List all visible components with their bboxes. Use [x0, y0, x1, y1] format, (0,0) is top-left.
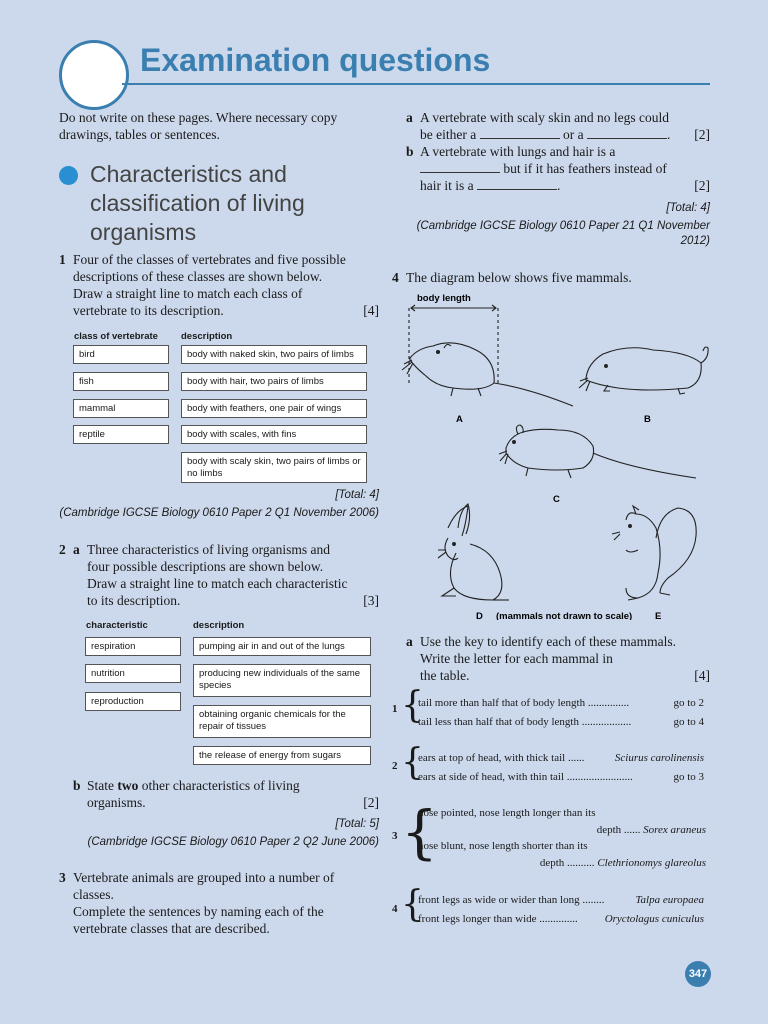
- header-rule: [122, 83, 710, 85]
- q2a-text: Three characteristics of living organisms and four possible descriptions are shown below. Draw a straight line to match each characteristic to its description. [3]: [87, 542, 379, 608]
- description-box: producing new individuals of the same species: [193, 664, 371, 697]
- mark: [3]: [363, 593, 379, 608]
- total-marks: [Total: 5]: [335, 818, 379, 830]
- column-header: characteristic: [86, 620, 148, 631]
- total-marks: [Total: 4]: [335, 489, 379, 501]
- q1-text: Four of the classes of vertebrates and five possible descriptions of these classes are shown below. Draw a straight line to match each class of vertebrate to its description. [4]: [73, 252, 379, 318]
- key-step: ears at top of head, with thick tail ...... Sciurus carolinensis ears at side of head, with thin tail ........................ go to 3: [418, 752, 704, 783]
- q3-text: Vertebrate animals are grouped into a number of classes. Complete the sentences by naming each of the vertebrate classes that are described.: [73, 870, 335, 936]
- key-step: tail more than half that of body length ............... go to 2 tail less than half that of body length .................. go to 4: [418, 697, 704, 728]
- class-box: fish: [73, 372, 169, 391]
- class-box: bird: [73, 345, 169, 364]
- characteristic-box: nutrition: [85, 664, 181, 683]
- q4-intro: The diagram below shows five mammals.: [406, 270, 632, 285]
- mark: [4]: [363, 303, 379, 318]
- mark: [2]: [694, 127, 710, 142]
- brace-icon: {: [401, 685, 424, 726]
- rat-c-drawing: [499, 425, 696, 478]
- description-box: the release of energy from sugars: [193, 746, 371, 765]
- brace-icon: {: [401, 884, 424, 925]
- description-box: pumping air in and out of the lungs: [193, 637, 371, 656]
- key-step-number: 2: [392, 760, 398, 772]
- animal-label: C: [553, 494, 560, 505]
- q3b-text: A vertebrate with lungs and hair is a but if it has feathers instead of hair it is a . [2]: [420, 144, 710, 193]
- mark: [2]: [363, 795, 379, 810]
- page-number: 347: [685, 961, 711, 987]
- brace-icon: {: [401, 798, 438, 866]
- intro-line: drawings, tables or sentences.: [59, 127, 220, 142]
- animal-label: B: [644, 414, 651, 425]
- question-number: 2: [59, 542, 66, 557]
- part-label: a: [406, 634, 413, 649]
- question-number: 3: [59, 870, 66, 885]
- key-step-number: 1: [392, 703, 398, 715]
- section-title: Characteristics and classification of living organisms: [90, 161, 305, 245]
- part-label: a: [73, 542, 80, 557]
- part-label: b: [406, 144, 414, 159]
- answer-blank[interactable]: [480, 128, 560, 139]
- column-header: class of vertebrate: [74, 331, 158, 342]
- mole-b-drawing: [579, 347, 708, 394]
- squirrel-e-drawing: [612, 506, 696, 600]
- intro-line: Do not write on these pages. Where necessary copy: [59, 110, 338, 125]
- part-label: b: [73, 778, 81, 793]
- q4a-text: Use the key to identify each of these mammals. Write the letter for each mammal in the table. [4]: [420, 634, 710, 683]
- scale-note: (mammals not drawn to scale): [496, 611, 633, 620]
- intro-text: [59, 109, 379, 143]
- animal-label: E: [655, 611, 662, 620]
- page-title: Examination questions: [140, 42, 491, 78]
- description-box: body with naked skin, two pairs of limbs: [181, 345, 367, 364]
- description-box: body with scaly skin, two pairs of limbs or no limbs: [181, 452, 367, 483]
- description-box: body with scales, with fins: [181, 425, 367, 444]
- key-step-number: 4: [392, 903, 398, 915]
- key-step: front legs as wide or wider than long ........ Talpa europaea front legs longer than wide .............. Oryctolagus cuniculus: [418, 894, 704, 925]
- answer-blank[interactable]: [420, 162, 500, 173]
- section-bullet-icon: [59, 166, 78, 185]
- shrew-a-drawing: [402, 343, 573, 406]
- column-header: description: [181, 331, 233, 342]
- key-step: nose pointed, nose length longer than its depth ...... Sorex araneus nose blunt, nose length shorter than its depth .......... Clethrionomys glareolus: [418, 807, 706, 869]
- class-box: reptile: [73, 425, 169, 444]
- question-number: 1: [59, 252, 66, 267]
- mark: [2]: [694, 178, 710, 193]
- column-header: description: [193, 620, 245, 631]
- source-citation: (Cambridge IGCSE Biology 0610 Paper 21 Q1 November 2012): [416, 220, 710, 247]
- answer-blank[interactable]: [587, 128, 667, 139]
- question-number: 4: [392, 270, 399, 285]
- source-citation: (Cambridge IGCSE Biology 0610 Paper 2 Q1 November 2006): [59, 507, 379, 519]
- q3a-text: A vertebrate with scaly skin and no legs could be either a or a . [2]: [420, 110, 710, 142]
- description-box: body with feathers, one pair of wings: [181, 399, 367, 418]
- animal-label: D: [476, 611, 483, 620]
- rabbit-d-drawing: [438, 504, 509, 600]
- mammals-diagram: [398, 288, 710, 620]
- answer-blank[interactable]: [477, 179, 557, 190]
- brace-icon: {: [401, 742, 424, 783]
- description-box: obtaining organic chemicals for the repair of tissues: [193, 705, 371, 738]
- animal-label: A: [456, 414, 463, 425]
- characteristic-box: respiration: [85, 637, 181, 656]
- header-circle-emblem: [59, 40, 129, 110]
- description-box: body with hair, two pairs of limbs: [181, 372, 367, 391]
- class-box: mammal: [73, 399, 169, 418]
- source-citation: (Cambridge IGCSE Biology 0610 Paper 2 Q2 June 2006): [87, 836, 379, 848]
- part-label: a: [406, 110, 413, 125]
- key-step-number: 3: [392, 830, 398, 842]
- characteristic-box: reproduction: [85, 692, 181, 711]
- q2b-text: State two other characteristics of living organisms. [2]: [87, 778, 379, 810]
- total-marks: [Total: 4]: [666, 202, 710, 214]
- mark: [4]: [694, 668, 710, 683]
- body-length-label: body length: [417, 293, 471, 304]
